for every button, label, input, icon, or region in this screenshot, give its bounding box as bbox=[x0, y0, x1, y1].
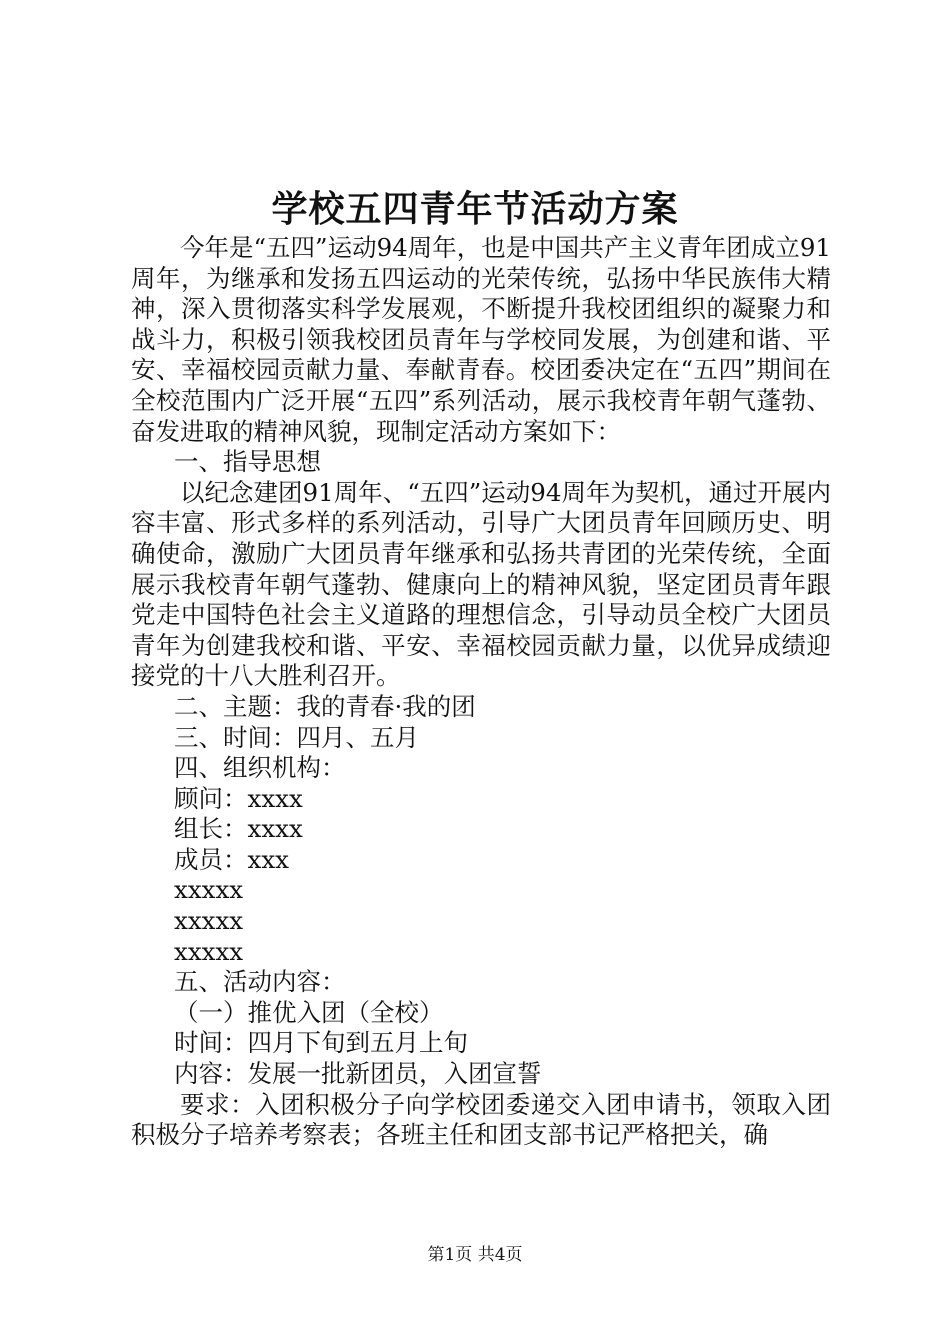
intro-paragraph: 今年是“五四”运动94周年，也是中国共产主义青年团成立91周年，为继承和发扬五四运动的光荣传统，弘扬中华民族伟大精神，深入贯彻落实科学发展观，不断提升我校团组织的凝聚力和战斗力，积极引领我校团员青年与学校同发展，为创建和谐、平安、幸福校园贡献力量、奉献青春。校团委决定在“五四”期间在全校范围内广泛开展“五四”系列活动，展示我校青年朝气蓬勃、奋发进取的精神风貌，现制定活动方案如下： bbox=[131, 233, 831, 446]
activity-content: 内容：发展一批新团员，入团宣誓 bbox=[174, 1059, 542, 1089]
document-body bbox=[131, 233, 831, 1151]
section-theme: 二、主题：我的青春·我的团 bbox=[174, 691, 476, 721]
section-heading-organization: 四、组织机构： bbox=[174, 753, 346, 783]
guiding-thought-paragraph: 以纪念建团91周年、“五四”运动94周年为契机，通过开展内容丰富、形式多样的系列活动，引导广大团员青年回顾历史、明确使命，激励广大团员青年继承和弘扬共青团的光荣传统，全面展示我校青年朝气蓬勃、健康向上的精神风貌，坚定团员青年跟党走中国特色社会主义道路的理想信念，引导动员全校广大团员青年为创建我校和谐、平安、幸福校园贡献力量，以优异成绩迎接党的十八大胜利召开。 bbox=[131, 477, 831, 691]
organization-members: 成员：xxx bbox=[174, 844, 289, 874]
member-line: xxxxx bbox=[174, 875, 244, 905]
document-title: 学校五四青年节活动方案 bbox=[271, 188, 679, 230]
member-line: xxxxx bbox=[174, 906, 244, 936]
activity-title: （一）推优入团（全校） bbox=[174, 997, 444, 1027]
organization-leader: 组长：xxxx bbox=[174, 814, 303, 844]
section-heading-guiding-thought: 一、指导思想 bbox=[174, 447, 321, 477]
member-line: xxxxx bbox=[174, 936, 244, 966]
activity-requirement: 要求：入团积极分子向学校团委递交入团申请书，领取入团积极分子培养考察表；各班主任和团支部书记严格把关，确 bbox=[131, 1089, 831, 1150]
section-time: 三、时间：四月、五月 bbox=[174, 722, 419, 752]
organization-advisor: 顾问：xxxx bbox=[174, 783, 303, 813]
page-number-footer: 第1页 共4页 bbox=[427, 1245, 523, 1265]
section-heading-activities: 五、活动内容： bbox=[174, 967, 346, 997]
activity-time: 时间：四月下旬到五月上旬 bbox=[174, 1028, 468, 1058]
